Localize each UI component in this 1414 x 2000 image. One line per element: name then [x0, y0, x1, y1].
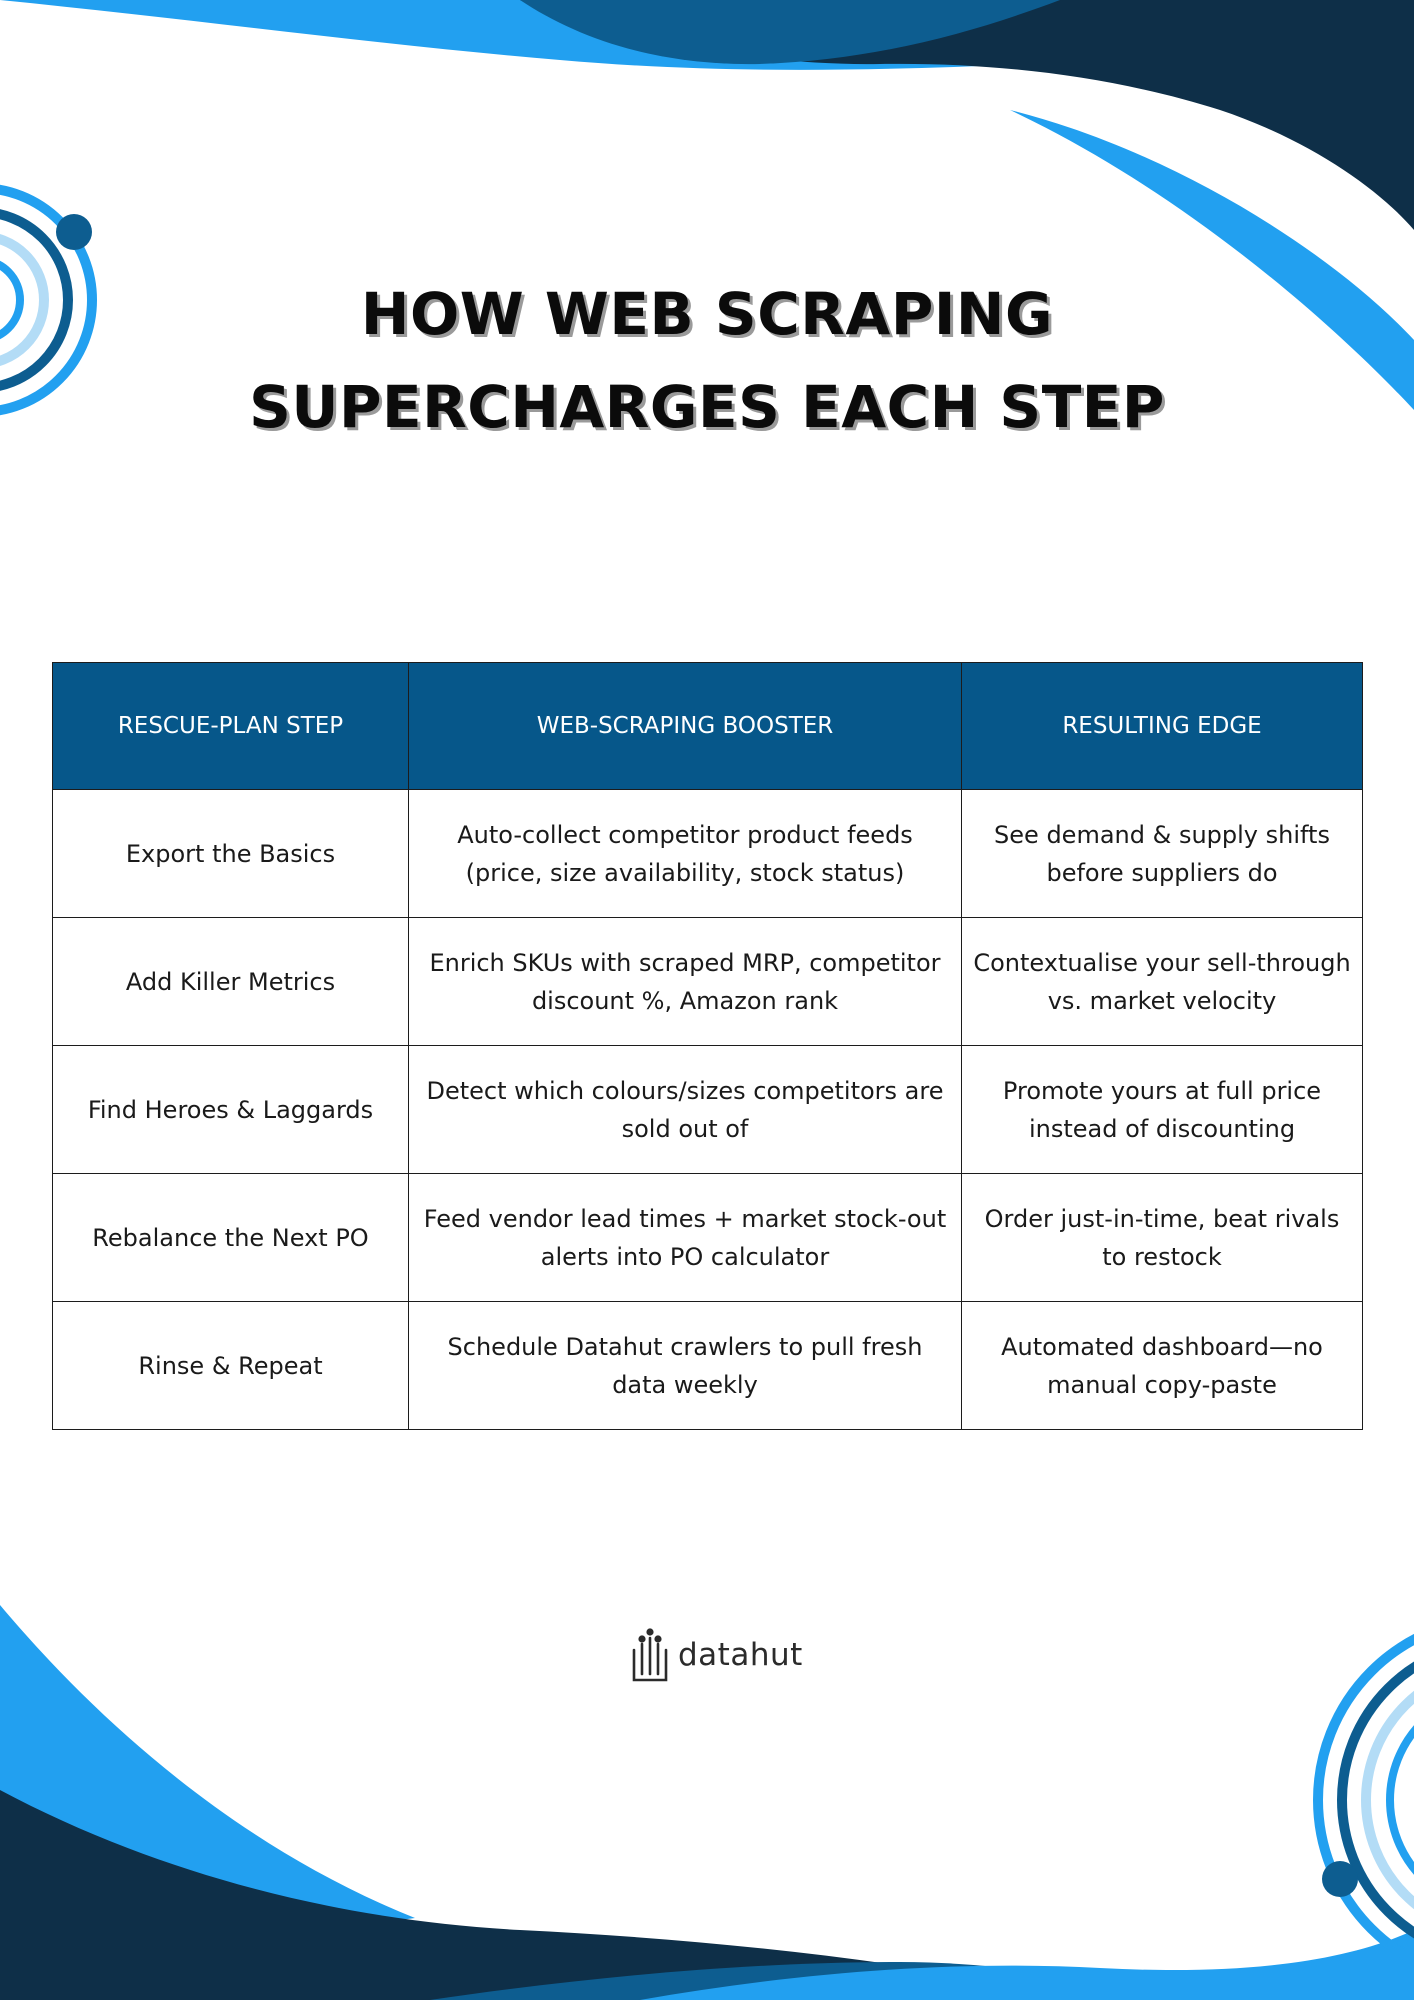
- logo-text: datahut: [678, 1637, 803, 1673]
- table-row: [53, 790, 1363, 918]
- table-cell-edge: Order just-in-time, beat rivals to restock: [962, 1174, 1363, 1302]
- ring-dot: [56, 214, 92, 250]
- ring-br-dot: [1322, 1861, 1358, 1897]
- table-row: [53, 1302, 1363, 1430]
- table-cell-booster: Feed vendor lead times + market stock-out alerts into PO calculator: [409, 1174, 962, 1302]
- table-cell-step: Rinse & Repeat: [53, 1302, 409, 1430]
- column-header: WEB-SCRAPING BOOSTER: [409, 663, 962, 790]
- table-cell-booster: Auto-collect competitor product feeds (price, size availability, stock status): [409, 790, 962, 918]
- table-cell-edge: Contextualise your sell-through vs. market velocity: [962, 918, 1363, 1046]
- table-row: [53, 1046, 1363, 1174]
- table-cell-booster: Schedule Datahut crawlers to pull fresh data weekly: [409, 1302, 962, 1430]
- steps-table: [52, 662, 1363, 1430]
- column-header: RESCUE-PLAN STEP: [53, 663, 409, 790]
- table-cell-booster: Detect which colours/sizes competitors are sold out of: [409, 1046, 962, 1174]
- page-title-line-1: HOW WEB SCRAPING: [360, 280, 1054, 348]
- table-cell-edge: Promote yours at full price instead of discounting: [962, 1046, 1363, 1174]
- table-cell-step: Rebalance the Next PO: [53, 1174, 409, 1302]
- table-cell-step: Export the Basics: [53, 790, 409, 918]
- page-title-line-2: SUPERCHARGES EACH STEP: [249, 373, 1165, 441]
- datahut-logo: [630, 1625, 803, 1685]
- table-row: [53, 1174, 1363, 1302]
- table-cell-edge: Automated dashboard—no manual copy-paste: [962, 1302, 1363, 1430]
- table-cell-step: Add Killer Metrics: [53, 918, 409, 1046]
- table-row: [53, 918, 1363, 1046]
- table-cell-step: Find Heroes & Laggards: [53, 1046, 409, 1174]
- column-header: RESULTING EDGE: [962, 663, 1363, 790]
- datahut-logo-icon: [630, 1626, 670, 1684]
- table-header-row: [53, 663, 1363, 790]
- table-cell-booster: Enrich SKUs with scraped MRP, competitor discount %, Amazon rank: [409, 918, 962, 1046]
- table-cell-edge: See demand & supply shifts before suppliers do: [962, 790, 1363, 918]
